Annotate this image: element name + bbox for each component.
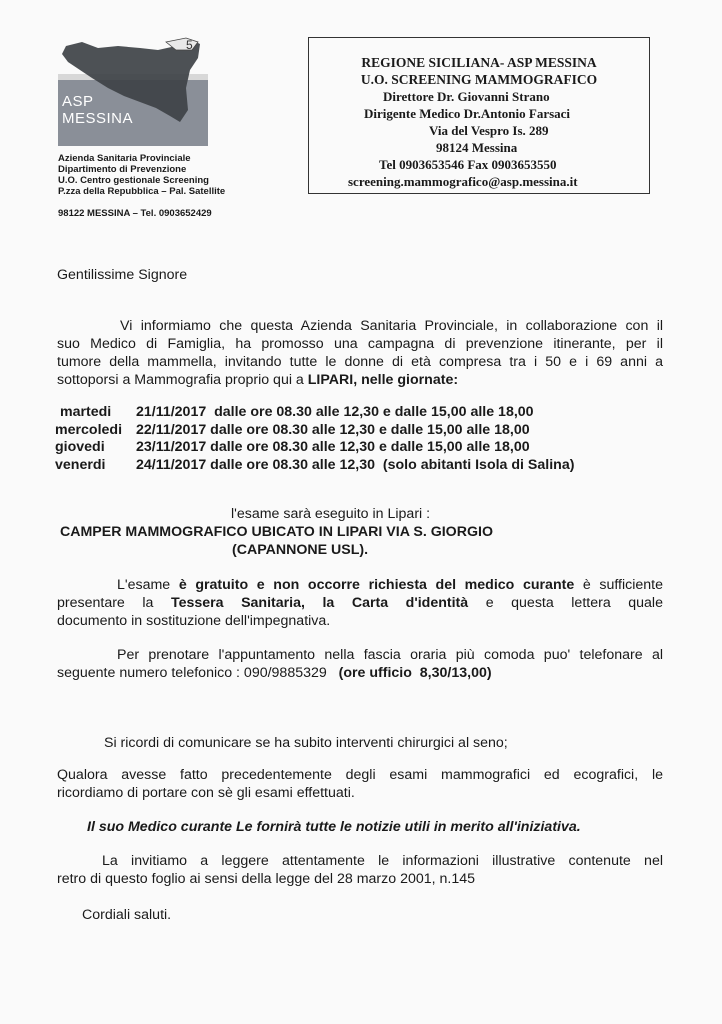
header-street: Via del Vespro Is. 289 (429, 123, 549, 138)
schedule-list (55, 404, 574, 474)
booking-paragraph: Per prenotare l'appuntamento nella fascia oraria più comoda puo' telefonare al seguente numero telefonico : 090/9885329 (ore ufficio 8,30/13,00) (57, 647, 663, 681)
invite-paragraph: La invitiamo a leggere attentamente le informazioni illustrative contenute nel retro di questo foglio ai sensi della legge del 28 marzo 2001, n.145 (57, 853, 663, 887)
org-address: Azienda Sanitaria Provinciale Dipartimento di Prevenzione U.O. Centro gestionale Screening P.zza della Repubblica – Pal. Satellite (58, 153, 226, 197)
logo-badge: 5 (186, 38, 193, 52)
header-email: screening.mammografico@asp.messina.it (348, 174, 578, 189)
header-region: REGIONE SICILIANA- ASP MESSINA (361, 55, 597, 70)
header-director: Direttore Dr. Giovanni Strano (383, 89, 550, 104)
free-exam-paragraph: L'esame è gratuito e non occorre richiesta del medico curante è sufficiente presentare la Tessera Sanitaria, la Carta d'identità e questa lettera quale documento in sostituzione dell'impegnativa. (57, 577, 663, 629)
previous-exams-paragraph: Qualora avesse fatto precedentemente degli esami mammografici ed ecografici, le ricordiamo di portare con sè gli esami effettuati. (57, 767, 663, 801)
intro-paragraph: Vi informiamo che questa Azienda Sanitaria Provinciale, in collaborazione con il suo Medico di Famiglia, ha promosso una campagna di prevenzione itinerante, per il tumore della mammella, invitando tutte le donne di età compresa tra i 50 e i 69 anni a sottoporsi a Mammografia proprio qui a LIPARI, nelle giornate: (57, 318, 663, 388)
header-phone: Tel 0903653546 Fax 0903653550 (379, 157, 557, 172)
header-physician: Dirigente Medico Dr.Antonio Farsaci (364, 106, 571, 121)
org-phone: 98122 MESSINA – Tel. 0903652429 (58, 208, 212, 219)
header-city: 98124 Messina (436, 140, 518, 155)
location-line: CAMPER MAMMOGRAFICO UBICATO IN LIPARI VIA S. GIORGIO (60, 524, 493, 540)
schedule-row: mercoledi 22/11/2017 dalle ore 08.30 alle 12,30 e dalle 15,00 alle 18,00 (55, 421, 530, 438)
salutation: Gentilissime Signore (57, 267, 188, 283)
header-unit: U.O. SCREENING MAMMOGRAFICO (360, 72, 598, 87)
location-detail: (CAPANNONE USL). (232, 542, 369, 558)
schedule-row: giovedi 23/11/2017 dalle ore 08.30 alle 12,30 e dalle 15,00 alle 18,00 (55, 439, 530, 455)
schedule-row: venerdi 24/11/2017 dalle ore 08.30 alle 12,30 (solo abitanti Isola di Salina) (55, 456, 575, 473)
closing: Cordiali saluti. (82, 907, 172, 923)
logo-text: ASP MESSINA (62, 93, 134, 127)
reminder-text: Si ricordi di comunicare se ha subito interventi chirurgici al seno; (104, 735, 508, 751)
doctor-note: Il suo Medico curante Le fornirà tutte le notizie utili in merito all'iniziativa. (87, 819, 581, 835)
asp-messina-logo (58, 36, 208, 146)
location-intro: l'esame sarà eseguito in Lipari : (231, 506, 431, 522)
schedule-row: martedi 21/11/2017 dalle ore 08.30 alle 12,30 e dalle 15,00 alle 18,00 (60, 404, 534, 420)
